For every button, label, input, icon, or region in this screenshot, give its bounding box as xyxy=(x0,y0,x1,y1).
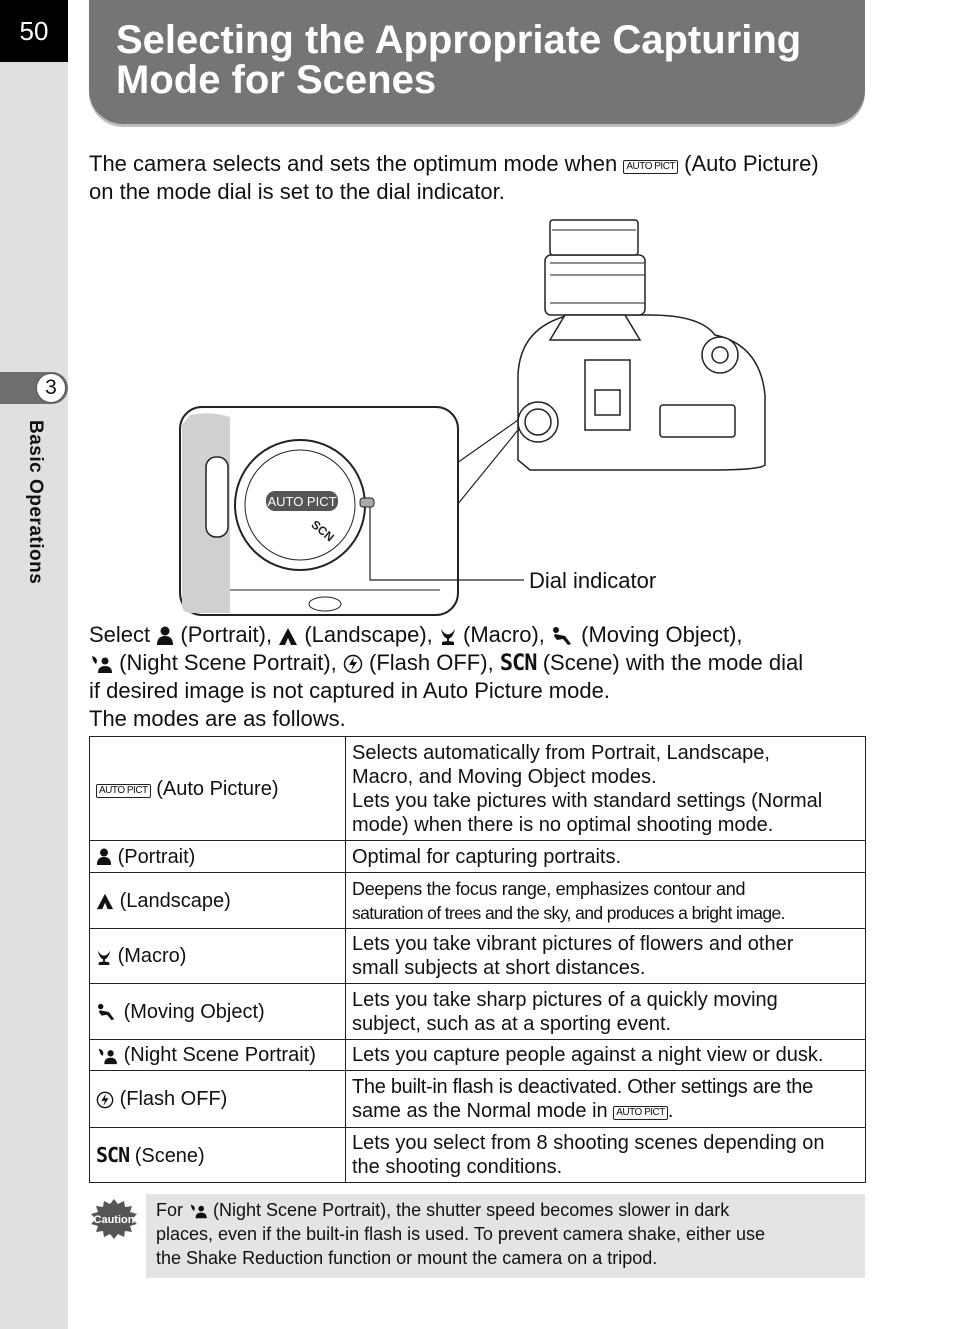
scn-icon: SCN xyxy=(499,650,537,676)
description-line: same as the Normal mode in xyxy=(352,1100,608,1122)
mode-name: (Auto Picture) xyxy=(156,777,279,800)
auto-pict-icon: AUTO PICT xyxy=(96,784,151,798)
description-line: The built-in flash is deactivated. Other settings are the xyxy=(352,1076,813,1098)
portrait-icon xyxy=(96,848,112,866)
description-line: Lets you take pictures with standard settings (Normal xyxy=(352,789,823,812)
description-cell xyxy=(346,873,866,929)
landscape-icon xyxy=(96,892,114,910)
caution-text: the Shake Reduction function or mount the camera on a tripod. xyxy=(156,1248,658,1268)
page-number: 50 xyxy=(0,0,68,62)
table-row xyxy=(90,737,866,841)
page-title xyxy=(116,20,856,100)
description-end: . xyxy=(667,1100,674,1122)
auto-pict-icon: AUTO PICT xyxy=(623,160,678,174)
chapter-sidebar xyxy=(0,0,68,1329)
flash-off-icon xyxy=(96,1091,114,1109)
description-line: Macro, and Moving Object modes. xyxy=(352,765,657,788)
caution-text: (Night Scene Portrait), the shutter speed becomes slower in dark xyxy=(213,1200,730,1220)
night-scene-portrait-icon xyxy=(188,1203,208,1219)
table-row xyxy=(90,873,866,929)
description-cell xyxy=(346,1128,866,1183)
intro-paragraph xyxy=(89,150,879,205)
description-line: Optimal for capturing portraits. xyxy=(352,845,621,868)
description-line: Selects automatically from Portrait, Landscape, xyxy=(352,741,770,764)
scene-text: (Scene) with the mode dial xyxy=(542,649,804,675)
dial-scn-label: SCN xyxy=(308,517,337,545)
flash-text: (Flash OFF), xyxy=(369,649,494,675)
mode-cell xyxy=(90,873,346,929)
mode-name: (Scene) xyxy=(134,1144,205,1167)
macro-icon xyxy=(439,626,457,646)
mode-name: (Landscape) xyxy=(119,889,231,912)
table-row xyxy=(90,1071,866,1128)
description-cell xyxy=(346,841,866,873)
chapter-number: 3 xyxy=(36,373,66,403)
description-line: mode) when there is no optimal shooting mode. xyxy=(352,813,774,836)
description-line: small subjects at short distances. xyxy=(352,957,646,979)
chapter-title: Basic Operations xyxy=(25,420,46,585)
intro-text: The camera selects and sets the optimum mode when xyxy=(89,151,618,176)
night-scene-portrait-icon xyxy=(96,1047,118,1065)
macro-text: (Macro), xyxy=(463,622,545,647)
description-line: subject, such as at a sporting event. xyxy=(352,1012,672,1035)
moving-text: (Moving Object), xyxy=(581,622,743,647)
select-line-3: if desired image is not captured in Auto Picture mode. xyxy=(89,678,610,703)
caution-icon xyxy=(89,1198,139,1240)
title-line-1: Selecting the Appropriate Capturing xyxy=(116,18,802,62)
scn-icon: SCN xyxy=(96,1142,130,1167)
mode-cell xyxy=(90,929,346,984)
description-line: the shooting conditions. xyxy=(352,1156,563,1178)
description-line: Lets you take vibrant pictures of flowers and other xyxy=(352,933,794,955)
landscape-text: (Landscape), xyxy=(304,622,433,647)
intro-text-3: on the mode dial is set to the dial indicator. xyxy=(89,178,505,204)
portrait-text: (Portrait), xyxy=(180,622,273,647)
mode-dial-closeup xyxy=(180,407,524,615)
select-paragraph xyxy=(89,621,879,732)
moving-object-icon xyxy=(551,626,575,646)
table-row xyxy=(90,1128,866,1183)
mode-cell xyxy=(90,984,346,1040)
title-line-2: Mode for Scenes xyxy=(116,58,437,102)
caution-text: places, even if the built-in flash is used. To prevent camera shake, either use xyxy=(156,1224,766,1244)
caution-text: For xyxy=(156,1200,183,1220)
description-cell xyxy=(346,1071,866,1128)
description-cell xyxy=(346,1040,866,1071)
description-cell xyxy=(346,929,866,984)
mode-name: (Macro) xyxy=(117,945,187,967)
mode-cell xyxy=(90,841,346,873)
intro-text-2: (Auto Picture) xyxy=(684,151,819,176)
table-row xyxy=(90,841,866,873)
mode-name: (Night Scene Portrait) xyxy=(123,1044,316,1066)
select-text: Select xyxy=(89,622,151,647)
mode-cell xyxy=(90,737,346,841)
mode-cell xyxy=(90,1040,346,1071)
description-line: saturation of trees and the sky, and produces a bright image. xyxy=(352,902,785,923)
mode-name: (Portrait) xyxy=(117,845,196,868)
table-row xyxy=(90,929,866,984)
caution-label: Caution xyxy=(93,1214,135,1226)
mode-cell xyxy=(90,1071,346,1128)
camera-figure xyxy=(170,215,770,620)
table-row xyxy=(90,984,866,1040)
description-line: Deepens the focus range, emphasizes contour and xyxy=(352,878,746,899)
caution-box xyxy=(146,1194,865,1278)
mode-name: (Flash OFF) xyxy=(119,1088,228,1110)
night-scene-portrait-icon xyxy=(89,654,113,674)
auto-pict-icon: AUTO PICT xyxy=(613,1106,668,1120)
title-banner xyxy=(89,0,865,124)
description-line: Lets you select from 8 shooting scenes depending on xyxy=(352,1132,825,1154)
portrait-icon xyxy=(156,626,174,646)
mode-cell xyxy=(90,1128,346,1183)
macro-icon xyxy=(96,948,112,966)
dial-indicator-caption: Dial indicator xyxy=(529,568,657,593)
night-text: (Night Scene Portrait), xyxy=(119,649,337,675)
description-cell xyxy=(346,737,866,841)
landscape-icon xyxy=(278,626,298,646)
select-line-4: The modes are as follows. xyxy=(89,705,346,731)
moving-object-icon xyxy=(96,1003,118,1021)
camera-top-view xyxy=(518,220,765,470)
description-line: Lets you take sharp pictures of a quickly moving xyxy=(352,988,778,1011)
description-line: Lets you capture people against a night view or dusk. xyxy=(352,1044,824,1066)
dial-auto-pict-label: AUTO PICT xyxy=(267,494,337,509)
flash-off-icon xyxy=(343,654,363,674)
mode-name: (Moving Object) xyxy=(123,1000,265,1023)
table-row xyxy=(90,1040,866,1071)
description-cell xyxy=(346,984,866,1040)
modes-table xyxy=(89,736,866,1183)
